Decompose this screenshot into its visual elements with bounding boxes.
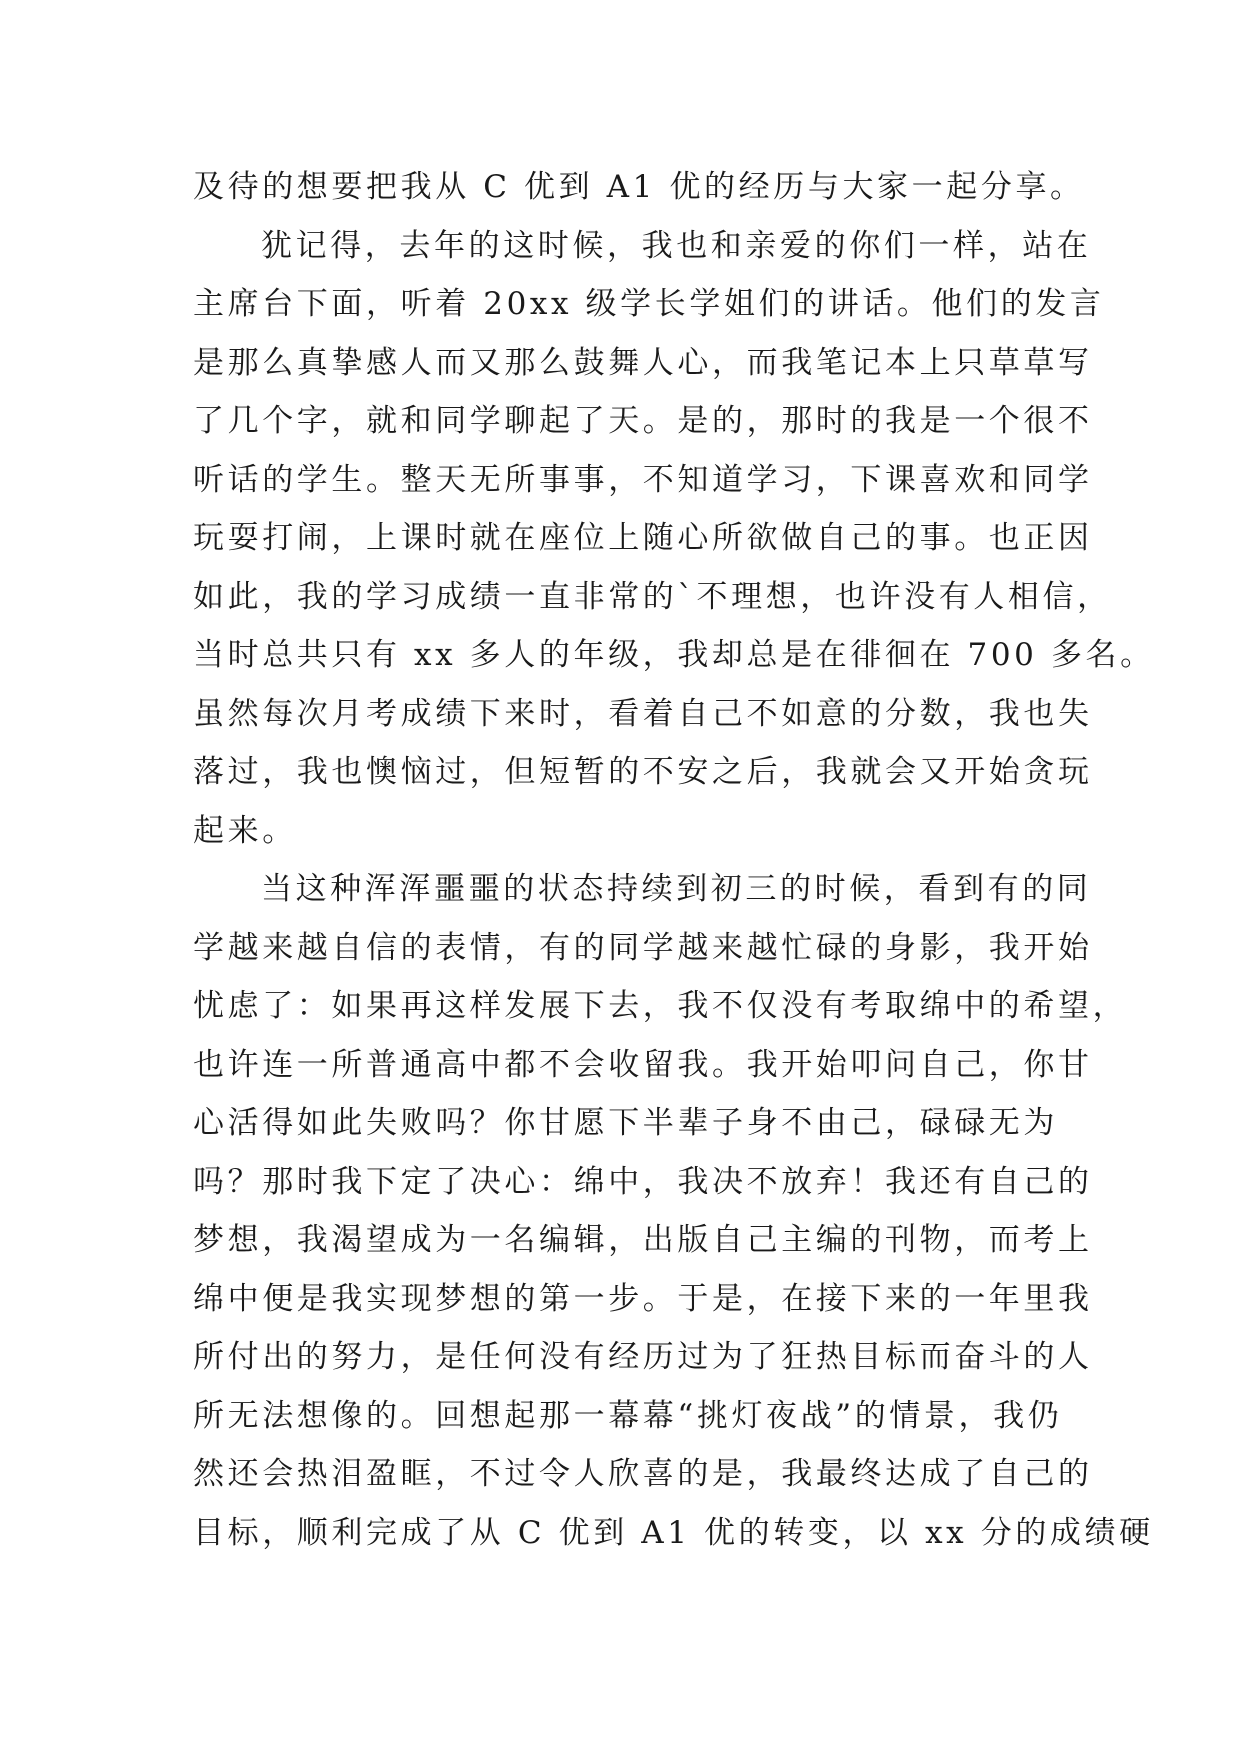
text-line: 玩耍打闹，上课时就在座位上随心所欲做自己的事。也正因	[193, 520, 1093, 556]
text-line: 是那么真挚感人而又那么鼓舞人心，而我笔记本上只草草写	[193, 344, 1093, 381]
text-line: 如此，我的学习成绩一直非常的`不理想，也许没有人相信，	[193, 578, 1112, 615]
text-line: 心活得如此失败吗？你甘愿下半辈子身不由己，碌碌无为	[193, 1105, 1058, 1141]
text-line: 犹记得，去年的这时候，我也和亲爱的你们一样，站在	[261, 227, 1092, 264]
text-line: 也许连一所普通高中都不会收留我。我开始叩问自己，你甘	[193, 1046, 1093, 1083]
text-line: 当时总共只有 xx 多人的年级，我却总是在徘徊在 700 多名。	[193, 637, 1155, 673]
text-line: 虽然每次月考成绩下来时，看着自己不如意的分数，我也失	[193, 695, 1093, 732]
text-line: 落过，我也懊恼过，但短暂的不安之后，我就会又开始贪玩	[193, 754, 1093, 790]
text-line: 起来。	[193, 812, 297, 849]
text-line: 吗？那时我下定了决心：绵中，我决不放弃！我还有自己的	[193, 1163, 1093, 1200]
text-line: 学越来越自信的表情，有的同学越来越忙碌的身影，我开始	[193, 929, 1093, 966]
text-line: 所付出的努力，是任何没有经历过为了狂热目标而奋斗的人	[193, 1339, 1093, 1375]
text-line: 梦想，我渴望成为一名编辑，出版自己主编的刊物，而考上	[193, 1222, 1093, 1258]
text-line: 所无法想像的。回想起那一幕幕“挑灯夜战”的情景，我仍	[193, 1397, 1063, 1434]
text-line: 绵中便是我实现梦想的第一步。于是，在接下来的一年里我	[193, 1280, 1093, 1317]
text-line: 主席台下面，听着 20xx 级学长学姐们的讲话。他们的发言	[193, 286, 1105, 322]
text-line: 忧虑了：如果再这样发展下去，我不仅没有考取绵中的希望，	[193, 988, 1128, 1024]
text-line: 当这种浑浑噩噩的状态持续到初三的时候，看到有的同	[261, 871, 1092, 907]
text-line: 及待的想要把我从 C 优到 A1 优的经历与大家一起分享。	[193, 169, 1085, 205]
body-text	[193, 158, 1155, 1562]
text-line: 然还会热泪盈眶，不过令人欣喜的是，我最终达成了自己的	[193, 1456, 1093, 1492]
text-line: 目标，顺利完成了从 C 优到 A1 优的转变，以 xx 分的成绩硬	[193, 1514, 1154, 1551]
text-line: 了几个字，就和同学聊起了天。是的，那时的我是一个很不	[193, 403, 1093, 439]
text-line: 听话的学生。整天无所事事，不知道学习，下课喜欢和同学	[193, 461, 1093, 498]
